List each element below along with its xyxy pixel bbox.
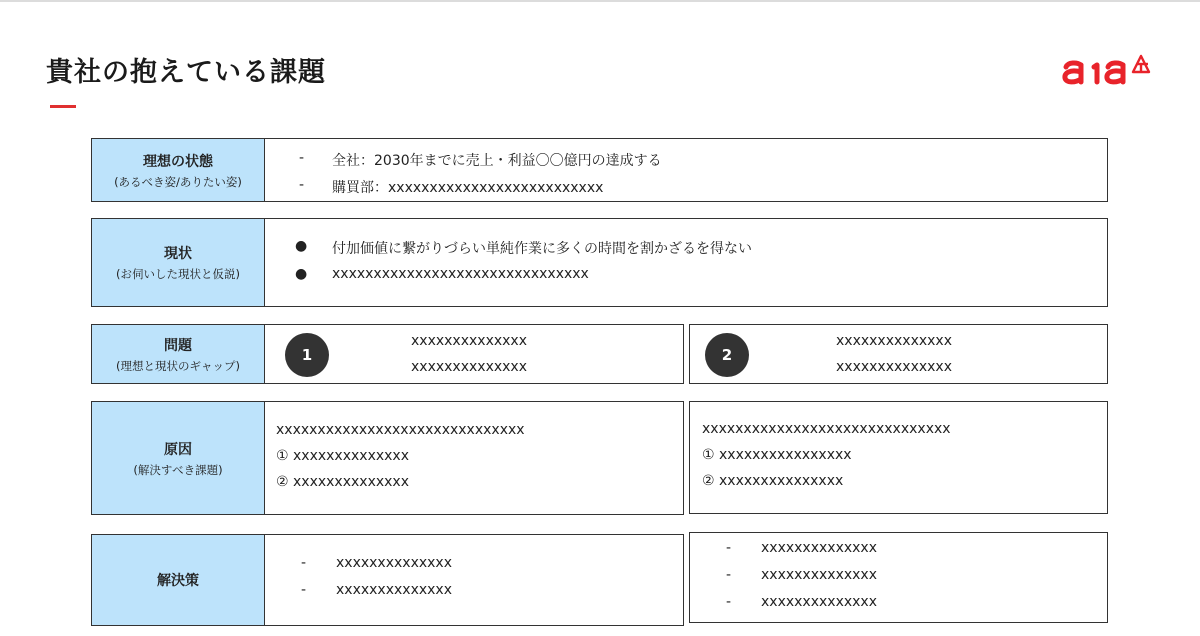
solution-1-line-2: xxxxxxxxxxxxxx: [336, 582, 452, 598]
ideal-state-row: [91, 138, 1108, 202]
solution-row: [91, 534, 1108, 626]
solution-2-marker-1: -: [726, 540, 732, 556]
current-state-row: [91, 218, 1108, 307]
current-bullet-2: ●: [295, 266, 308, 282]
current-state-subtitle: (お伺いした現状と仮説): [116, 267, 240, 281]
page-title: 貴社の抱えている課題: [46, 57, 326, 88]
ideal-item-2: 購買部：xxxxxxxxxxxxxxxxxxxxxxxxxx: [332, 180, 604, 196]
solution-1-line-1: xxxxxxxxxxxxxx: [336, 555, 452, 571]
current-item-1: 付加価値に繋がりづらい単純作業に多くの時間を割かざるを得ない: [332, 241, 752, 257]
ideal-marker-1: -: [299, 150, 305, 166]
problem-title: 問題: [164, 337, 192, 354]
solution-2-line-2: xxxxxxxxxxxxxx: [761, 567, 877, 583]
solution-title: 解決策: [157, 573, 199, 589]
cause-1-line-1: xxxxxxxxxxxxxxxxxxxxxxxxxxxxxx: [276, 422, 525, 438]
solution-label: [91, 534, 265, 626]
current-item-2: xxxxxxxxxxxxxxxxxxxxxxxxxxxxxxx: [332, 266, 589, 282]
problem-row: [91, 324, 1108, 384]
cause-2-line-3: ② xxxxxxxxxxxxxxx: [702, 473, 844, 489]
cause-2-box: [689, 401, 1108, 514]
ideal-state-label: [91, 138, 265, 202]
cause-title: 原因: [164, 441, 192, 458]
cause-1-box: [264, 401, 684, 515]
cause-subtitle: (解決すべき課題): [133, 462, 223, 477]
solution-1-marker-1: -: [301, 555, 307, 571]
ideal-item-1: 全社：2030年までに売上・利益〇〇億円の達成する: [332, 153, 662, 169]
title-accent-bar: [50, 105, 76, 108]
ideal-marker-2: -: [299, 177, 305, 193]
problem-label: [91, 324, 265, 384]
solution-2-line-1: xxxxxxxxxxxxxx: [761, 540, 877, 556]
problem-2-number-badge: 2: [705, 333, 749, 377]
problem-2-line-2: xxxxxxxxxxxxxx: [836, 359, 952, 375]
ideal-state-title: 理想の状態: [143, 153, 213, 170]
current-state-label: [91, 218, 265, 307]
current-bullet-1: ●: [295, 238, 308, 254]
solution-1-box: [264, 534, 684, 626]
problem-1-line-2: xxxxxxxxxxxxxx: [411, 359, 527, 375]
cause-1-line-3: ② xxxxxxxxxxxxxx: [276, 474, 409, 490]
current-state-content: [264, 218, 1108, 307]
solution-2-line-3: xxxxxxxxxxxxxx: [761, 594, 877, 610]
cause-2-line-2: ① xxxxxxxxxxxxxxxx: [702, 447, 852, 463]
cause-2-line-1: xxxxxxxxxxxxxxxxxxxxxxxxxxxxxx: [702, 421, 951, 437]
cause-1-line-2: ① xxxxxxxxxxxxxx: [276, 448, 409, 464]
solution-2-marker-3: -: [726, 594, 732, 610]
cause-row: [91, 401, 1108, 515]
solution-1-marker-2: -: [301, 582, 307, 598]
ideal-state-content: [264, 138, 1108, 202]
aia-logo-icon: [1060, 50, 1164, 90]
problem-2-box: [689, 324, 1108, 384]
solution-2-box: [689, 532, 1108, 623]
problem-2-line-1: xxxxxxxxxxxxxx: [836, 333, 952, 349]
problem-1-number-badge: 1: [285, 333, 329, 377]
problem-subtitle: (理想と現状のギャップ): [116, 358, 240, 373]
ideal-state-subtitle: (あるべき姿/ありたい姿): [114, 174, 242, 189]
solution-2-marker-2: -: [726, 567, 732, 583]
top-border: [0, 0, 1200, 2]
problem-1-line-1: xxxxxxxxxxxxxx: [411, 333, 527, 349]
problem-1-box: [264, 324, 684, 384]
current-state-title: 現状: [164, 246, 192, 262]
cause-label: [91, 401, 265, 515]
